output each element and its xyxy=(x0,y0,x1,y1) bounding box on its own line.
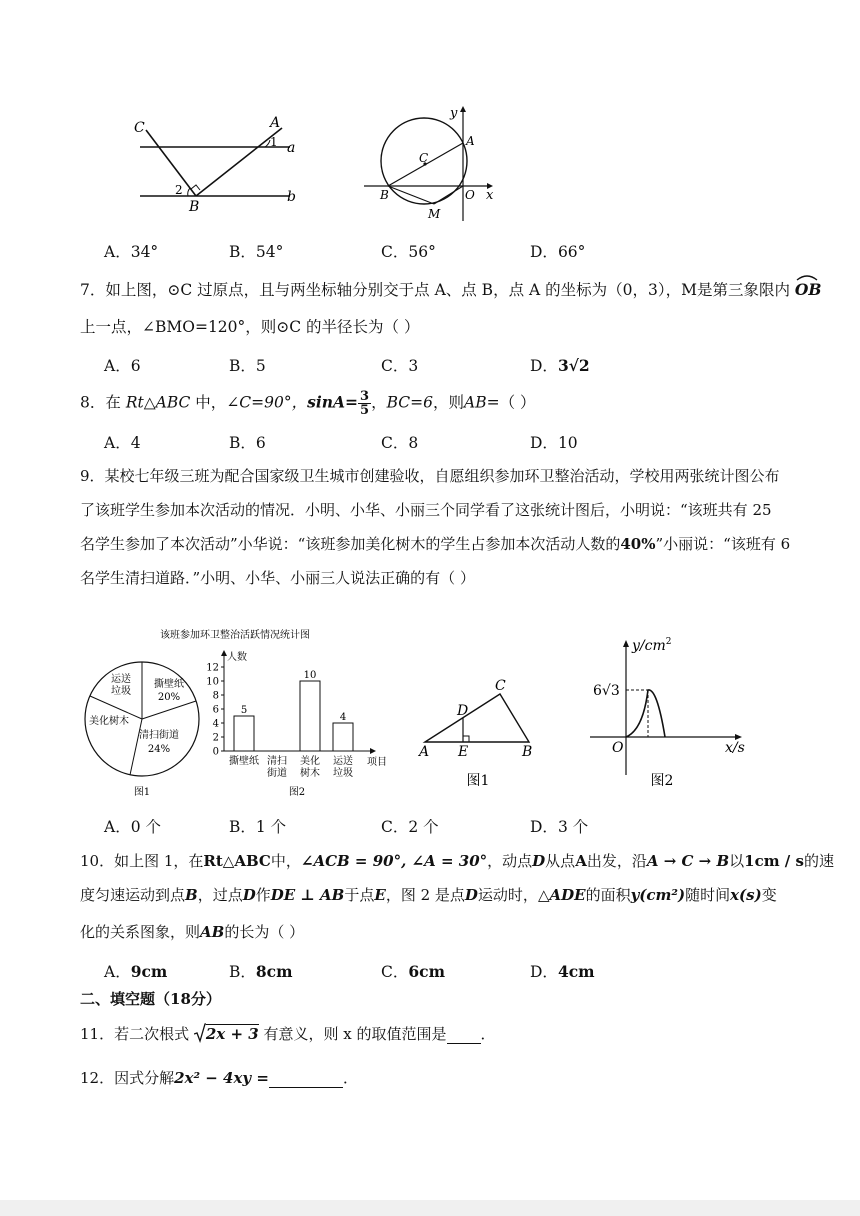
bar-chart xyxy=(206,650,387,798)
q8-option-a: A．4 xyxy=(104,434,141,452)
label-B: B xyxy=(189,199,200,215)
label-A: A xyxy=(466,134,475,148)
q11-radical: 2x + 3 xyxy=(194,1024,259,1044)
graph-x-label: x/s xyxy=(725,740,745,756)
figure-q6-parallel-lines xyxy=(120,110,320,215)
y-tick-label: 12 xyxy=(206,662,219,674)
q6-option-c: C．56° xyxy=(381,243,436,261)
label-D: D xyxy=(457,703,469,719)
label-angle-2: 2 xyxy=(175,183,183,197)
q9-line-4: 名学生清扫道路．”小明、小华、小丽三人说法正确的有（ ） xyxy=(80,569,475,587)
q10-option-d: D．4cm xyxy=(530,962,595,981)
q9-option-b: B．1 个 xyxy=(229,818,287,836)
bar-0 xyxy=(234,716,254,751)
y-tick-label: 4 xyxy=(212,718,219,730)
bar-category-label: 美化 xyxy=(300,756,320,767)
q9-line-3: 名学生参加了本次活动”小华说：“该班参加美化树木的学生占参加本次活动人数的40%”小丽说：“该班有 6 xyxy=(80,535,791,553)
pie-label-yunsong-1: 运送 xyxy=(111,674,131,685)
q7-option-d: D．3√2 xyxy=(530,356,590,375)
pie-label-siqi-2: 20% xyxy=(157,692,181,703)
bar-x-label: 项目 xyxy=(367,757,387,768)
pie-label-yunsong-2: 垃圾 xyxy=(111,686,131,697)
q9-line-2: 了该班学生参加本次活动的情况．小明、小华、小丽三个同学看了这张统计图后，小明说：“该班共有 25 xyxy=(80,501,772,519)
label-C: C xyxy=(134,120,145,136)
pie-label-meihua: 美化树木 xyxy=(89,716,129,727)
q9-line-1: 9．某校七年级三班为配合国家级卫生城市创建验收，自愿组织参加环卫整治活动，学校用两张统计图公布 xyxy=(80,467,780,485)
label-E: E xyxy=(458,744,469,760)
label-A: A xyxy=(419,744,430,760)
q9-option-c: C．2 个 xyxy=(381,818,439,836)
q7-option-b: B．5 xyxy=(229,357,266,375)
figure-q10-graph xyxy=(585,635,785,795)
q6-option-d: D．66° xyxy=(530,243,586,261)
fig10-caption-1: 图1 xyxy=(466,773,490,789)
bar-category-label: 垃圾 xyxy=(333,768,353,779)
q12-line: 12．因式分解2x² − 4xy = ． xyxy=(80,1069,358,1087)
q7-line-2: 上一点，∠BMO=120°，则⊙C 的半径长为（ ） xyxy=(80,318,420,336)
pie-label-siqi-1: 撕壁纸 xyxy=(154,679,184,690)
y-tick-label: 0 xyxy=(212,746,219,758)
q8-fraction: $\frac{3}{5}$ xyxy=(360,389,370,418)
q10-option-c: C．6cm xyxy=(381,962,445,981)
label-B: B xyxy=(380,188,389,202)
bar-category-label: 清扫 xyxy=(267,756,287,767)
q6-option-b: B．54° xyxy=(229,243,284,261)
label-A: A xyxy=(270,115,281,131)
bar-y-label: 人数 xyxy=(227,652,247,663)
figure-q10-triangle xyxy=(415,675,545,795)
label-x: x xyxy=(486,188,494,203)
pie-chart xyxy=(85,662,199,798)
label-angle-1: 1 xyxy=(270,135,278,149)
page-bottom-strip xyxy=(0,1200,860,1216)
q8-line: 8．在 Rt△ABC 中，∠C=90°，sinA= $\frac{3}{5}$ ，BC=6，则AB=（ ） xyxy=(80,389,536,418)
stats-title: 该班参加环卫整治活跃情况统计图 xyxy=(160,630,310,641)
q10-option-a: A．9cm xyxy=(104,962,168,981)
q10-line-1: 10．如上图 1，在Rt△ABC中，∠ACB = 90°, ∠A = 30°，动点D从点A出发，沿A → C → B以1cm / s的速 xyxy=(80,852,834,870)
label-M: M xyxy=(428,207,441,221)
bar-caption: 图2 xyxy=(288,787,306,798)
fig10-caption-2: 图2 xyxy=(650,773,674,789)
q11-answer-blank[interactable] xyxy=(447,1043,481,1044)
label-b: b xyxy=(287,189,296,205)
bar-value-label: 4 xyxy=(339,712,347,723)
y-tick-label: 6 xyxy=(212,704,219,716)
q12-answer-blank[interactable] xyxy=(269,1087,343,1088)
label-y: y xyxy=(450,106,458,121)
q8-option-d: D．10 xyxy=(530,434,578,452)
bar-value-label: 10 xyxy=(303,670,317,681)
bar-category-label: 撕壁纸 xyxy=(229,756,259,767)
q7-arc-ob: OB xyxy=(795,280,822,300)
graph-six-root-three: 6√3 xyxy=(593,683,620,699)
graph-y-label: $y/cm^2$ xyxy=(632,637,672,654)
stats-figure xyxy=(75,625,395,800)
figure-q7-circle xyxy=(362,103,507,223)
label-O: O xyxy=(465,188,475,202)
q10-line-3: 化的关系图象，则AB的长为（ ） xyxy=(80,923,305,941)
q10-line-2: 度匀速运动到点B，过点D作DE ⊥ AB于点E，图 2 是点D运动时，△ADE的面积y(cm²)随时间x(s)变 xyxy=(80,886,777,904)
q10-option-b: B．8cm xyxy=(229,962,293,981)
label-a: a xyxy=(287,140,296,156)
bar-2 xyxy=(300,681,320,751)
bar-category-label: 街道 xyxy=(267,768,287,779)
graph-origin: O xyxy=(612,740,624,756)
q8-option-b: B．6 xyxy=(229,434,266,452)
q7-line-1: 7．如上图，⊙C 过原点，且与两坐标轴分别交于点 A、点 B，点 A 的坐标为（0，3），M是第三象限内 OB xyxy=(80,280,822,300)
label-C: C xyxy=(495,678,506,694)
y-tick-label: 2 xyxy=(212,732,219,744)
label-C: C xyxy=(419,151,429,165)
q9-option-d: D．3 个 xyxy=(530,818,589,836)
pie-label-qingsao-1: 清扫街道 xyxy=(139,730,179,741)
label-B: B xyxy=(522,744,533,760)
y-tick-label: 8 xyxy=(212,690,219,702)
y-tick-label: 10 xyxy=(206,676,219,688)
pie-label-qingsao-2: 24% xyxy=(147,744,171,755)
q9-option-a: A．0 个 xyxy=(104,818,161,836)
q7-option-a: A．6 xyxy=(104,357,141,375)
q6-option-a: A．34° xyxy=(104,243,159,261)
bar-value-label: 5 xyxy=(240,705,248,716)
pie-caption: 图1 xyxy=(133,787,151,798)
q7-option-c: C．3 xyxy=(381,357,419,375)
bar-category-label: 树木 xyxy=(300,768,320,779)
q11-line: 11．若二次根式 2x + 3 有意义，则 x 的取值范围是 ． xyxy=(80,1025,496,1043)
bar-category-label: 运送 xyxy=(333,756,353,767)
bar-3 xyxy=(333,723,353,751)
section-2-title: 二、填空题（18分） xyxy=(80,990,221,1008)
q8-option-c: C．8 xyxy=(381,434,419,452)
